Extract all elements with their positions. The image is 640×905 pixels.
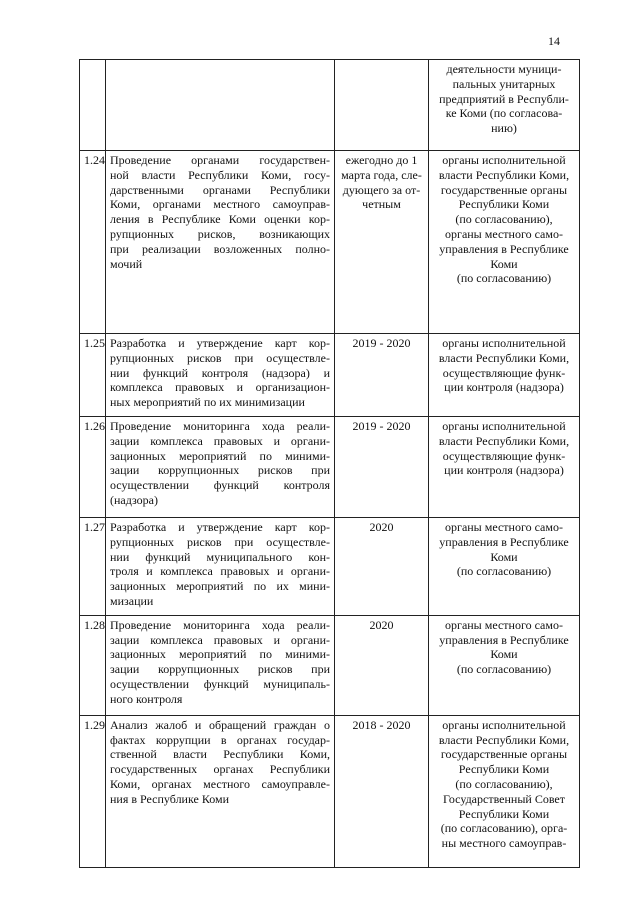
responsible-text-line: государственные органы [440,182,568,197]
action-cell [106,151,335,334]
action-text-line: нии функций контроля (надзора) и [110,365,330,380]
term-text-line: дующего за от- [342,182,421,197]
action-text-line: Анализ жалоб и обращений граждан о [110,717,330,732]
responsible-cell [429,517,580,615]
responsible-text-line: осуществляющие функ- [442,448,566,463]
action-text-line: (надзора) [110,492,158,507]
responsible-text-line: власти Республики Коми, [438,732,570,747]
responsible-text-line: деятельности муници- [446,62,562,76]
action-cell [106,60,335,151]
table-row [80,715,580,867]
action-text-line: зации коррупционных рисков при [110,662,330,677]
action-text-line: осуществлении функций муниципаль- [110,676,330,691]
responsible-text-line: Государственный Совет [442,791,565,806]
action-text-line: при реализации возложенных полно- [110,241,330,256]
action-text-line: Разработка и утверждение карт кор- [110,519,330,534]
responsible-text-line: (по согласованию), [455,776,553,791]
responsible-text-line: органы исполнительной [442,153,566,167]
item-number: 1.27 [80,517,106,615]
action-text-line: мочий [110,256,143,271]
responsible-text-line: государственные органы [440,747,568,762]
action-text-line: ной власти Республики Коми, госу- [110,167,330,182]
term-cell [335,60,429,151]
action-text-line: зационных мероприятий по миними- [110,647,330,662]
action-text-line: зации комплекса правовых и органи- [110,632,330,647]
action-text-line: ственной власти Республики Коми, [110,747,330,762]
term-text-line: 2019 - 2020 [352,336,411,350]
action-text-line: ных мероприятий по их минимизации [110,395,305,410]
responsible-text-line: органы исполнительной [442,717,566,732]
responsible-text-line: осуществляющие функ- [442,365,566,380]
responsible-text-line: органы исполнительной [442,418,566,433]
term-cell [335,715,429,867]
responsible-text-line: (по согласованию) [456,564,552,579]
table-row [80,615,580,715]
action-text-line: дарственными органами Республики [110,182,330,197]
action-text-line: рупционных рисков при осуществле- [110,534,330,549]
table-row [80,416,580,517]
action-text-line: ления в Республике Коми оценки кор- [110,212,330,227]
action-text-line: фактах коррупции в органах государ- [110,732,330,747]
item-number: 1.26 [80,416,106,517]
action-cell [106,615,335,715]
responsible-text-line: (по согласованию), орга- [440,821,568,836]
item-number: 1.25 [80,334,106,417]
responsible-text-line: органы местного само- [445,519,563,534]
table-row [80,60,580,151]
table-row [80,517,580,615]
action-text-line: Коми, органами местного самоуправ- [110,197,330,212]
action-text-line: зационных мероприятий по миними- [110,448,330,463]
responsible-text-line: (по согласованию) [456,662,552,677]
responsible-text-line: управления в Республике [439,241,569,256]
responsible-cell [429,334,580,417]
responsible-text-line: ке Коми (по согласова- [445,106,563,121]
item-number: 1.29 [80,715,106,867]
action-text-line: зационных мероприятий по их мини- [110,579,330,594]
term-text-line: четным [362,197,401,212]
responsible-text-line: Республики Коми [458,197,550,212]
responsible-text-line: органы исполнительной [442,336,566,350]
term-cell [335,334,429,417]
responsible-cell [429,151,580,334]
term-cell [335,615,429,715]
responsible-cell [429,416,580,517]
responsible-text-line: предприятий в Республи- [439,91,569,106]
action-text-line: рупционных рисков при осуществле- [110,350,330,365]
action-text-line: Проведение мониторинга хода реали- [110,418,330,433]
term-cell [335,151,429,334]
term-cell [335,416,429,517]
action-text-line: мизации [110,593,154,608]
term-text-line: 2020 [369,617,394,632]
term-text-line: 2020 [369,519,394,534]
responsible-text-line: пальных унитарных [452,76,556,91]
responsible-text-line: власти Республики Коми, [438,167,570,182]
item-number: 1.24 [80,151,106,334]
action-text-line: зации коррупционных рисков при [110,463,330,478]
responsible-text-line: власти Республики Коми, [438,350,570,365]
responsible-text-line: Республики Коми [458,762,550,777]
action-cell [106,416,335,517]
item-number [80,60,106,151]
responsible-text-line: Коми [490,256,518,271]
action-text-line: нии функций муниципального кон- [110,549,330,564]
action-text-line: Проведение органами государствен- [110,153,330,167]
responsible-cell [429,715,580,867]
responsible-text-line: Республики Коми [458,806,550,821]
action-text-line: государственных органах Республики [110,762,330,777]
action-text-line: рупционных рисков, возникающих [110,226,330,241]
action-text-line: зации комплекса правовых и органи- [110,433,330,448]
term-text-line: марта года, сле- [341,167,422,182]
action-cell [106,334,335,417]
responsible-text-line: органы местного само- [445,617,563,632]
action-text-line: ния в Республике Коми [110,791,230,806]
action-cell [106,517,335,615]
table-row [80,151,580,334]
responsible-text-line: (по согласованию) [456,271,552,286]
action-text-line: комплекса правовых и организацион- [110,380,330,395]
responsible-text-line: органы местного само- [445,226,563,241]
action-text-line: осуществлении функций контроля [110,478,330,493]
term-text-line: ежегодно до 1 [345,153,418,167]
page-number: 14 [548,34,560,48]
action-text-line: ного контроля [110,691,183,706]
responsible-text-line: власти Республики Коми, [438,433,570,448]
term-text-line: 2018 - 2020 [352,717,411,732]
table-row [80,334,580,417]
item-number: 1.28 [80,615,106,715]
responsible-text-line: нию) [491,121,517,136]
term-text-line: 2019 - 2020 [352,418,411,433]
responsible-text-line: ны местного самоуправ- [441,836,567,851]
action-cell [106,715,335,867]
responsible-text-line: Коми [490,549,518,564]
responsible-text-line: управления в Республике [439,632,569,647]
action-text-line: Разработка и утверждение карт кор- [110,336,330,350]
measures-table [79,59,580,868]
responsible-text-line: ции контроля (надзора) [444,463,564,478]
action-text-line: троля и комплекса правовых и органи- [110,564,330,579]
responsible-text-line: (по согласованию), [455,212,553,227]
responsible-text-line: Коми [490,647,518,662]
responsible-text-line: управления в Республике [439,534,569,549]
action-text-line: Проведение мониторинга хода реали- [110,617,330,632]
responsible-cell [429,615,580,715]
responsible-cell [429,60,580,151]
responsible-text-line: ции контроля (надзора) [444,380,564,395]
action-text-line: Коми, органах местного самоуправле- [110,776,330,791]
term-cell [335,517,429,615]
